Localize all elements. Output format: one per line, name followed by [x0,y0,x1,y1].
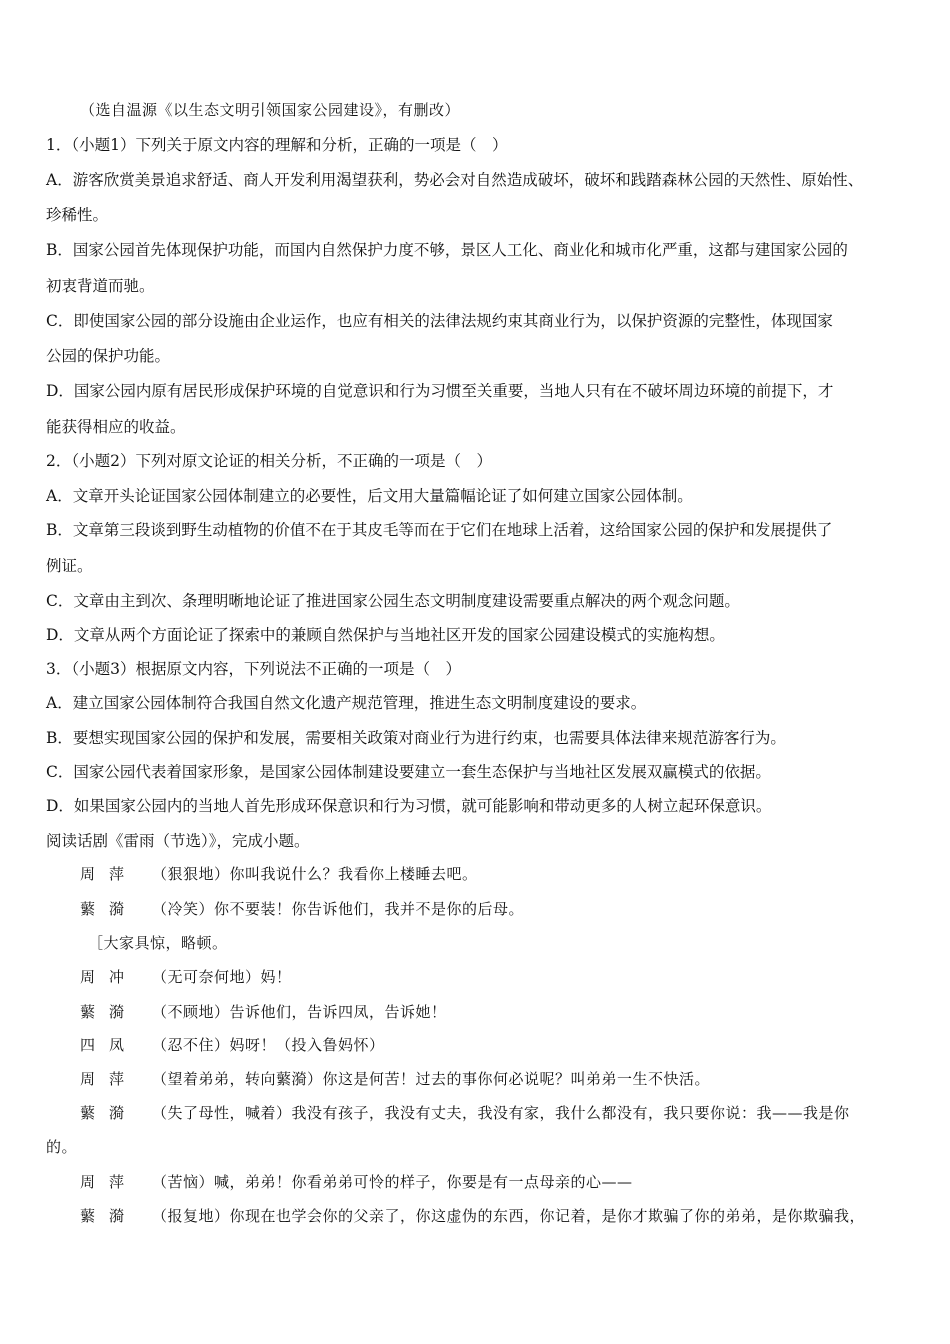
dialogue-text: （忍不住）妈呀！（投入鲁妈怀） [152,1036,385,1054]
q1-option-b-cont: 初衷背道而驰。 [46,277,155,295]
dialogue-line [80,1033,910,1057]
q2-option-d: D．文章从两个方面论证了探索中的兼顾自然保护与当地社区开发的国家公园建设模式的实施构想。 [46,626,725,644]
stage-direction: ［大家具惊，略顿。 [88,934,228,952]
speaker-name: 蘩漪 [80,1207,139,1225]
dialogue-continuation: 的。 [46,1138,78,1156]
question-3-stem: 3．（小题3）根据原文内容，下列说法不正确的一项是（ ） [46,660,461,678]
q3-option-d: D．如果国家公园内的当地人首先形成环保意识和行为习惯，就可能影响和带动更多的人树立起环保意识。 [46,797,772,815]
question-2-stem: 2．（小题2）下列对原文论证的相关分析，不正确的一项是（ ） [46,452,492,470]
dialogue-text: （无可奈何地）妈！ [152,968,292,986]
speaker-name: 蘩漪 [80,1104,139,1122]
q3-option-a: A．建立国家公园体制符合我国自然文化遗产规范管理，推进生态文明制度建设的要求。 [46,694,647,712]
q1-option-a: A．游客欣赏美景追求舒适、商人开发利用渴望获利，势必会对自然造成破坏，破坏和践踏森林公园的天然性、原始性、 [46,171,864,189]
speaker-name: 周萍 [80,865,139,883]
speaker-name: 周萍 [80,1070,139,1088]
q1-option-d: D．国家公园内原有居民形成保护环境的自觉意识和行为习惯至关重要，当地人只有在不破坏周边环境的前提下，才 [46,382,834,400]
drama-intro: 阅读话剧《雷雨（节选）》，完成小题。 [46,832,310,850]
dialogue-line [80,1204,910,1228]
question-1-stem: 1．（小题1）下列关于原文内容的理解和分析，正确的一项是（ ） [46,136,508,154]
dialogue-text: （望着弟弟，转向蘩漪）你这是何苦！过去的事你何必说呢？叫弟弟一生不快活。 [152,1070,711,1088]
dialogue-line [80,1170,910,1194]
dialogue-text: （报复地）你现在也学会你的父亲了，你这虚伪的东西，你记着，是你才欺骗了你的弟弟，是你欺骗我， [152,1207,866,1225]
q1-option-b: B．国家公园首先体现保护功能，而国内自然保护力度不够，景区人工化、商业化和城市化严重，这都与建国家公园的 [46,241,848,259]
q1-option-c: C．即使国家公园的部分设施由企业运作，也应有相关的法律法规约束其商业行为，以保护资源的完整性，体现国家 [46,312,833,330]
source-note: （选自温源《以生态文明引领国家公园建设》，有删改） [80,101,461,119]
dialogue-line [80,862,910,886]
dialogue-text: （苦恼）喊，弟弟！你看弟弟可怜的样子，你要是有一点母亲的心—— [152,1173,633,1191]
speaker-name: 蘩漪 [80,1003,139,1021]
dialogue-text: （狠狠地）你叫我说什么？我看你上楼睡去吧。 [152,865,478,883]
dialogue-line [80,965,910,989]
dialogue-text: （失了母性，喊着）我没有孩子，我没有丈夫，我没有家，我什么都没有，我只要你说：我——我是你 [152,1104,850,1122]
dialogue-line [80,897,910,921]
dialogue-line [80,1000,910,1024]
q2-option-c: C．文章由主到次、条理明晰地论证了推进国家公园生态文明制度建设需要重点解决的两个观念问题。 [46,592,740,610]
q2-option-b: B．文章第三段谈到野生动植物的价值不在于其皮毛等而在于它们在地球上活着，这给国家公园的保护和发展提供了 [46,521,833,539]
dialogue-text: （冷笑）你不要装！你告诉他们，我并不是你的后母。 [152,900,525,918]
q2-option-b-cont: 例证。 [46,557,93,575]
speaker-name: 周冲 [80,968,139,986]
speaker-name: 周萍 [80,1173,139,1191]
dialogue-text: （不顾地）告诉他们，告诉四凤，告诉她！ [152,1003,447,1021]
q3-option-b: B．要想实现国家公园的保护和发展，需要相关政策对商业行为进行约束，也需要具体法律来规范游客行为。 [46,729,786,747]
dialogue-line [80,1101,910,1125]
speaker-name: 四凤 [80,1036,139,1054]
q1-option-a-cont: 珍稀性。 [46,206,109,224]
q1-option-d-cont: 能获得相应的收益。 [46,418,186,436]
speaker-name: 蘩漪 [80,900,139,918]
q3-option-c: C．国家公园代表着国家形象，是国家公园体制建设要建立一套生态保护与当地社区发展双赢模式的依据。 [46,763,771,781]
dialogue-line [80,1067,910,1091]
q2-option-a: A．文章开头论证国家公园体制建立的必要性，后文用大量篇幅论证了如何建立国家公园体制。 [46,487,693,505]
q1-option-c-cont: 公园的保护功能。 [46,347,171,365]
